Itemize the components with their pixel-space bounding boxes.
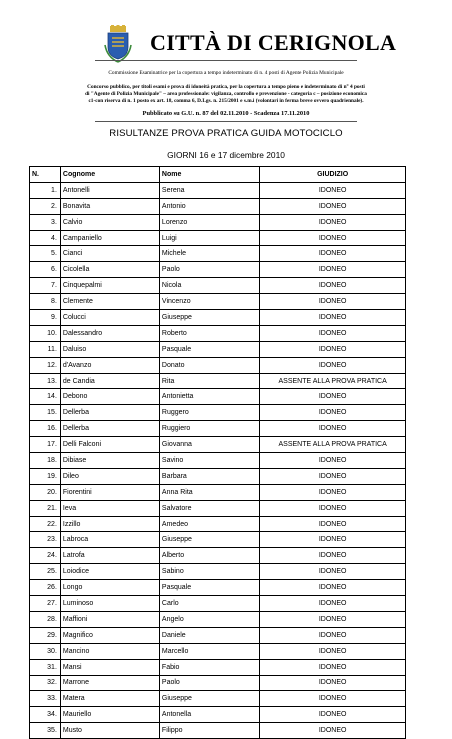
row-number: 30. bbox=[30, 643, 61, 659]
row-judgement: IDONEO bbox=[260, 596, 406, 612]
row-surname: Musto bbox=[60, 723, 159, 739]
row-name: Amedeo bbox=[159, 516, 259, 532]
table-row bbox=[30, 198, 406, 214]
row-number: 27. bbox=[30, 596, 61, 612]
row-surname: Mancino bbox=[60, 643, 159, 659]
row-number: 28. bbox=[30, 611, 61, 627]
row-surname: d'Avanzo bbox=[60, 357, 159, 373]
publication-line: Pubblicato su G.U. n. 87 del 02.11.2010 - Scadenza 17.11.2010 bbox=[142, 110, 310, 117]
row-name: Giuseppe bbox=[159, 691, 259, 707]
row-judgement: IDONEO bbox=[260, 341, 406, 357]
table-row bbox=[30, 643, 406, 659]
table-header-row bbox=[30, 167, 406, 183]
row-name: Filippo bbox=[159, 723, 259, 739]
row-judgement: IDONEO bbox=[260, 643, 406, 659]
row-surname: Latrofa bbox=[60, 548, 159, 564]
row-number: 33. bbox=[30, 691, 61, 707]
header-divider bbox=[95, 60, 357, 61]
table-row bbox=[30, 659, 406, 675]
row-name: Ruggero bbox=[159, 405, 259, 421]
row-judgement: IDONEO bbox=[260, 468, 406, 484]
row-surname: Dellerba bbox=[60, 421, 159, 437]
row-judgement: ASSENTE ALLA PROVA PRATICA bbox=[260, 373, 406, 389]
row-surname: Clemente bbox=[60, 294, 159, 310]
row-judgement: IDONEO bbox=[260, 198, 406, 214]
row-name: Antonella bbox=[159, 707, 259, 723]
table-row bbox=[30, 246, 406, 262]
row-judgement: IDONEO bbox=[260, 453, 406, 469]
row-name: Fabio bbox=[159, 659, 259, 675]
table-row bbox=[30, 532, 406, 548]
row-number: 29. bbox=[30, 627, 61, 643]
row-number: 10. bbox=[30, 325, 61, 341]
table-row bbox=[30, 611, 406, 627]
row-judgement: IDONEO bbox=[260, 580, 406, 596]
row-name: Antonietta bbox=[159, 389, 259, 405]
row-surname: Cinquepalmi bbox=[60, 278, 159, 294]
row-surname: Mauriello bbox=[60, 707, 159, 723]
table-row bbox=[30, 294, 406, 310]
row-judgement: IDONEO bbox=[260, 484, 406, 500]
row-number: 14. bbox=[30, 389, 61, 405]
row-judgement: IDONEO bbox=[260, 405, 406, 421]
row-judgement: IDONEO bbox=[260, 675, 406, 691]
row-number: 20. bbox=[30, 484, 61, 500]
row-name: Sabino bbox=[159, 564, 259, 580]
row-name: Giuseppe bbox=[159, 310, 259, 326]
table-row bbox=[30, 548, 406, 564]
row-name: Barbara bbox=[159, 468, 259, 484]
row-surname: Fiorentini bbox=[60, 484, 159, 500]
row-surname: Maffioni bbox=[60, 611, 159, 627]
intro-line: di "Agente di Polizia Municipale" – area professionale: vigilanza, controllo e prevenzione - categoria c – posizione economica bbox=[85, 91, 367, 97]
column-header-judgement: GIUDIZIO bbox=[260, 167, 406, 183]
row-name: Carlo bbox=[159, 596, 259, 612]
column-header-name: Nome bbox=[159, 167, 259, 183]
table-row bbox=[30, 675, 406, 691]
row-judgement: IDONEO bbox=[260, 516, 406, 532]
row-surname: Antonelli bbox=[60, 182, 159, 198]
row-number: 15. bbox=[30, 405, 61, 421]
contest-description bbox=[60, 84, 392, 105]
row-judgement: IDONEO bbox=[260, 611, 406, 627]
row-name: Vincenzo bbox=[159, 294, 259, 310]
table-row bbox=[30, 421, 406, 437]
intro-line: c1-con riserva di n. 1 posto ex art. 18, comma 6, D.Lgs. n. 215/2001 e s.m.i (volontari in ferma breve ovvero quadriennale). bbox=[88, 98, 364, 104]
row-number: 18. bbox=[30, 453, 61, 469]
row-surname: Dalessandro bbox=[60, 325, 159, 341]
row-surname: Cicolella bbox=[60, 262, 159, 278]
row-number: 34. bbox=[30, 707, 61, 723]
row-number: 23. bbox=[30, 532, 61, 548]
table-row bbox=[30, 262, 406, 278]
row-judgement: IDONEO bbox=[260, 627, 406, 643]
column-header-number: N. bbox=[30, 167, 61, 183]
row-judgement: IDONEO bbox=[260, 294, 406, 310]
row-number: 17. bbox=[30, 437, 61, 453]
row-name: Rita bbox=[159, 373, 259, 389]
row-name: Savino bbox=[159, 453, 259, 469]
row-number: 13. bbox=[30, 373, 61, 389]
row-surname: Dellerba bbox=[60, 405, 159, 421]
row-judgement: IDONEO bbox=[260, 278, 406, 294]
city-crest-icon bbox=[103, 25, 133, 65]
table-row bbox=[30, 437, 406, 453]
table-row bbox=[30, 627, 406, 643]
row-number: 12. bbox=[30, 357, 61, 373]
table-row bbox=[30, 453, 406, 469]
table-row bbox=[30, 389, 406, 405]
row-number: 11. bbox=[30, 341, 61, 357]
table-row bbox=[30, 214, 406, 230]
row-number: 9. bbox=[30, 310, 61, 326]
table-row bbox=[30, 707, 406, 723]
row-number: 1. bbox=[30, 182, 61, 198]
row-judgement: IDONEO bbox=[260, 659, 406, 675]
row-number: 25. bbox=[30, 564, 61, 580]
section-divider bbox=[95, 121, 357, 122]
row-judgement: ASSENTE ALLA PROVA PRATICA bbox=[260, 437, 406, 453]
row-number: 24. bbox=[30, 548, 61, 564]
row-judgement: IDONEO bbox=[260, 389, 406, 405]
row-surname: de Candia bbox=[60, 373, 159, 389]
row-surname: Mansi bbox=[60, 659, 159, 675]
row-judgement: IDONEO bbox=[260, 230, 406, 246]
row-judgement: IDONEO bbox=[260, 246, 406, 262]
row-surname: Labroca bbox=[60, 532, 159, 548]
row-number: 6. bbox=[30, 262, 61, 278]
row-surname: Delli Falconi bbox=[60, 437, 159, 453]
row-surname: Marrone bbox=[60, 675, 159, 691]
row-name: Paolo bbox=[159, 675, 259, 691]
table-row bbox=[30, 484, 406, 500]
row-surname: Izzillo bbox=[60, 516, 159, 532]
row-number: 2. bbox=[30, 198, 61, 214]
row-judgement: IDONEO bbox=[260, 325, 406, 341]
row-judgement: IDONEO bbox=[260, 262, 406, 278]
table-row bbox=[30, 278, 406, 294]
row-judgement: IDONEO bbox=[260, 421, 406, 437]
row-name: Paolo bbox=[159, 262, 259, 278]
row-surname: Colucci bbox=[60, 310, 159, 326]
row-surname: Loiodice bbox=[60, 564, 159, 580]
row-judgement: IDONEO bbox=[260, 500, 406, 516]
row-judgement: IDONEO bbox=[260, 532, 406, 548]
table-row bbox=[30, 310, 406, 326]
table-row bbox=[30, 723, 406, 739]
row-surname: Cianci bbox=[60, 246, 159, 262]
intro-line: Concorso pubblico, per titoli esami e prova di idoneità pratica, per la copertura a tempo pieno e indeterminato di n° 4 posti bbox=[87, 84, 365, 90]
row-surname: Campaniello bbox=[60, 230, 159, 246]
row-number: 19. bbox=[30, 468, 61, 484]
row-surname: Bonavita bbox=[60, 198, 159, 214]
row-judgement: IDONEO bbox=[260, 564, 406, 580]
row-number: 21. bbox=[30, 500, 61, 516]
row-name: Daniele bbox=[159, 627, 259, 643]
results-table bbox=[29, 166, 406, 739]
row-number: 7. bbox=[30, 278, 61, 294]
row-judgement: IDONEO bbox=[260, 723, 406, 739]
row-number: 4. bbox=[30, 230, 61, 246]
row-name: Michele bbox=[159, 246, 259, 262]
row-surname: Longo bbox=[60, 580, 159, 596]
table-row bbox=[30, 373, 406, 389]
table-row bbox=[30, 516, 406, 532]
row-surname: Debono bbox=[60, 389, 159, 405]
table-row bbox=[30, 580, 406, 596]
row-name: Alberto bbox=[159, 548, 259, 564]
row-name: Marcello bbox=[159, 643, 259, 659]
row-judgement: IDONEO bbox=[260, 548, 406, 564]
table-row bbox=[30, 564, 406, 580]
row-number: 31. bbox=[30, 659, 61, 675]
document-title: RISULTANZE PROVA PRATICA GUIDA MOTOCICLO bbox=[109, 128, 343, 139]
results-body bbox=[30, 182, 406, 738]
row-judgement: IDONEO bbox=[260, 707, 406, 723]
row-number: 8. bbox=[30, 294, 61, 310]
row-surname: Calvio bbox=[60, 214, 159, 230]
row-number: 16. bbox=[30, 421, 61, 437]
table-row bbox=[30, 182, 406, 198]
table-row bbox=[30, 230, 406, 246]
table-row bbox=[30, 405, 406, 421]
row-name: Pasquale bbox=[159, 341, 259, 357]
row-name: Nicola bbox=[159, 278, 259, 294]
table-row bbox=[30, 468, 406, 484]
row-surname: Matera bbox=[60, 691, 159, 707]
table-row bbox=[30, 596, 406, 612]
row-name: Donato bbox=[159, 357, 259, 373]
row-number: 22. bbox=[30, 516, 61, 532]
row-name: Serena bbox=[159, 182, 259, 198]
row-surname: Daluiso bbox=[60, 341, 159, 357]
row-surname: Dibiase bbox=[60, 453, 159, 469]
table-row bbox=[30, 500, 406, 516]
row-judgement: IDONEO bbox=[260, 357, 406, 373]
row-name: Anna Rita bbox=[159, 484, 259, 500]
row-name: Luigi bbox=[159, 230, 259, 246]
row-name: Roberto bbox=[159, 325, 259, 341]
row-number: 3. bbox=[30, 214, 61, 230]
column-header-surname: Cognome bbox=[60, 167, 159, 183]
row-name: Ruggiero bbox=[159, 421, 259, 437]
row-name: Salvatore bbox=[159, 500, 259, 516]
row-surname: Dileo bbox=[60, 468, 159, 484]
row-surname: Ieva bbox=[60, 500, 159, 516]
row-judgement: IDONEO bbox=[260, 182, 406, 198]
table-row bbox=[30, 357, 406, 373]
row-name: Giovanna bbox=[159, 437, 259, 453]
table-row bbox=[30, 691, 406, 707]
row-number: 35. bbox=[30, 723, 61, 739]
city-title: CITTÀ DI CERIGNOLA bbox=[150, 30, 397, 55]
row-number: 26. bbox=[30, 580, 61, 596]
row-name: Pasquale bbox=[159, 580, 259, 596]
table-row bbox=[30, 341, 406, 357]
row-judgement: IDONEO bbox=[260, 691, 406, 707]
row-name: Lorenzo bbox=[159, 214, 259, 230]
row-name: Antonio bbox=[159, 198, 259, 214]
row-name: Giuseppe bbox=[159, 532, 259, 548]
row-number: 5. bbox=[30, 246, 61, 262]
row-surname: Magnifico bbox=[60, 627, 159, 643]
commission-line: Commissione Esaminatrice per la copertura a tempo indeterminato di n. 4 posti di Agente Polizia Municipale bbox=[108, 70, 344, 76]
row-judgement: IDONEO bbox=[260, 310, 406, 326]
exam-dates: GIORNI 16 e 17 dicembre 2010 bbox=[167, 150, 285, 160]
row-surname: Luminoso bbox=[60, 596, 159, 612]
row-judgement: IDONEO bbox=[260, 214, 406, 230]
row-name: Angelo bbox=[159, 611, 259, 627]
table-row bbox=[30, 325, 406, 341]
row-number: 32. bbox=[30, 675, 61, 691]
